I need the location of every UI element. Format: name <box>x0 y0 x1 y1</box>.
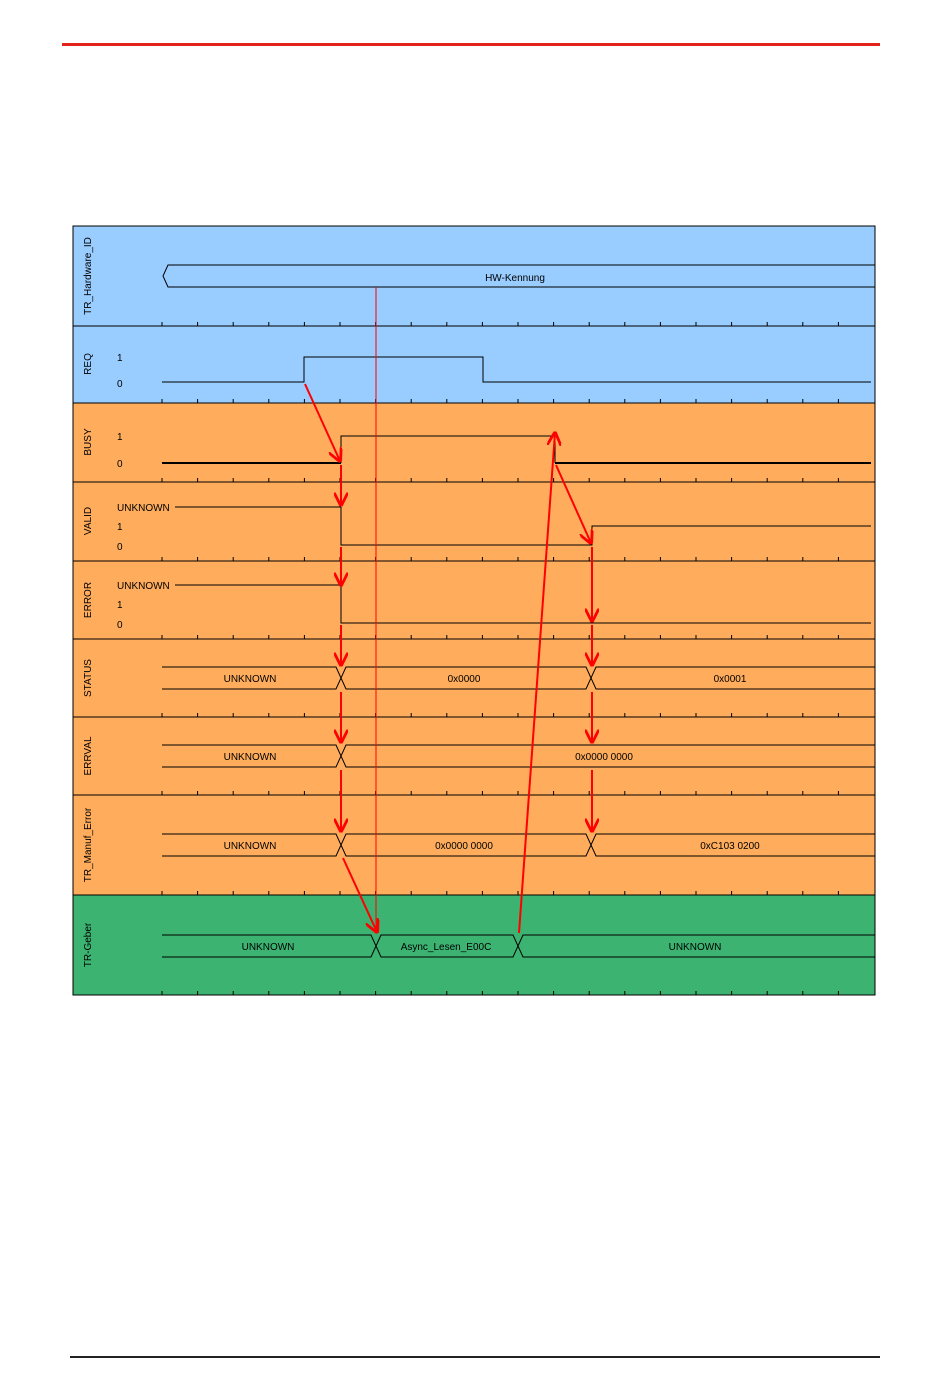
row-label-valid: VALID <box>83 506 94 536</box>
level-label: 1 <box>117 522 123 533</box>
row-band-req <box>73 326 875 403</box>
row-label-busy: BUSY <box>83 428 94 456</box>
bus-value-status-1: 0x0000 <box>447 674 481 685</box>
bus-value-manuf-0: UNKNOWN <box>223 841 277 852</box>
row-band-hw-id <box>73 226 875 326</box>
level-label: UNKNOWN <box>117 503 170 514</box>
footer-rule <box>70 1356 880 1358</box>
row-band-busy <box>73 403 875 482</box>
row-band-erryal <box>73 717 875 795</box>
level-label: 1 <box>117 600 123 611</box>
bus-value-manuf-2: 0xC103 0200 <box>700 841 760 852</box>
row-band-valid <box>73 482 875 561</box>
row-band-error <box>73 561 875 639</box>
bus-value-erryal-1: 0x0000 0000 <box>575 752 633 763</box>
bus-value-status-2: 0x0001 <box>713 674 747 685</box>
row-label-geber: TR-Geber <box>83 922 94 968</box>
level-label: 0 <box>117 542 123 553</box>
level-label: 0 <box>117 620 123 631</box>
bus-value-geber-0: UNKNOWN <box>241 942 295 953</box>
level-label: 0 <box>117 459 123 470</box>
bus-value-erryal-0: UNKNOWN <box>223 752 277 763</box>
level-label: UNKNOWN <box>117 581 170 592</box>
bus-value-geber-1: Async_Lesen_E00C <box>400 942 492 953</box>
bus-value-geber-2: UNKNOWN <box>668 942 722 953</box>
row-label-manuf: TR_Manuf_Error <box>83 807 94 883</box>
row-label-status: STATUS <box>83 659 94 697</box>
row-label-erryal: ERRVAL <box>83 736 94 776</box>
row-label-req: REQ <box>83 353 94 375</box>
row-label-error: ERROR <box>83 581 94 619</box>
level-label: 1 <box>117 432 123 443</box>
row-label-hw-id: TR_Hardware_ID <box>83 237 94 315</box>
level-label: 0 <box>117 379 123 390</box>
bus-value-manuf-1: 0x0000 0000 <box>435 841 493 852</box>
bus-value-hw-id: HW-Kennung <box>485 273 545 284</box>
bus-value-status-0: UNKNOWN <box>223 674 277 685</box>
level-label: 1 <box>117 353 123 364</box>
